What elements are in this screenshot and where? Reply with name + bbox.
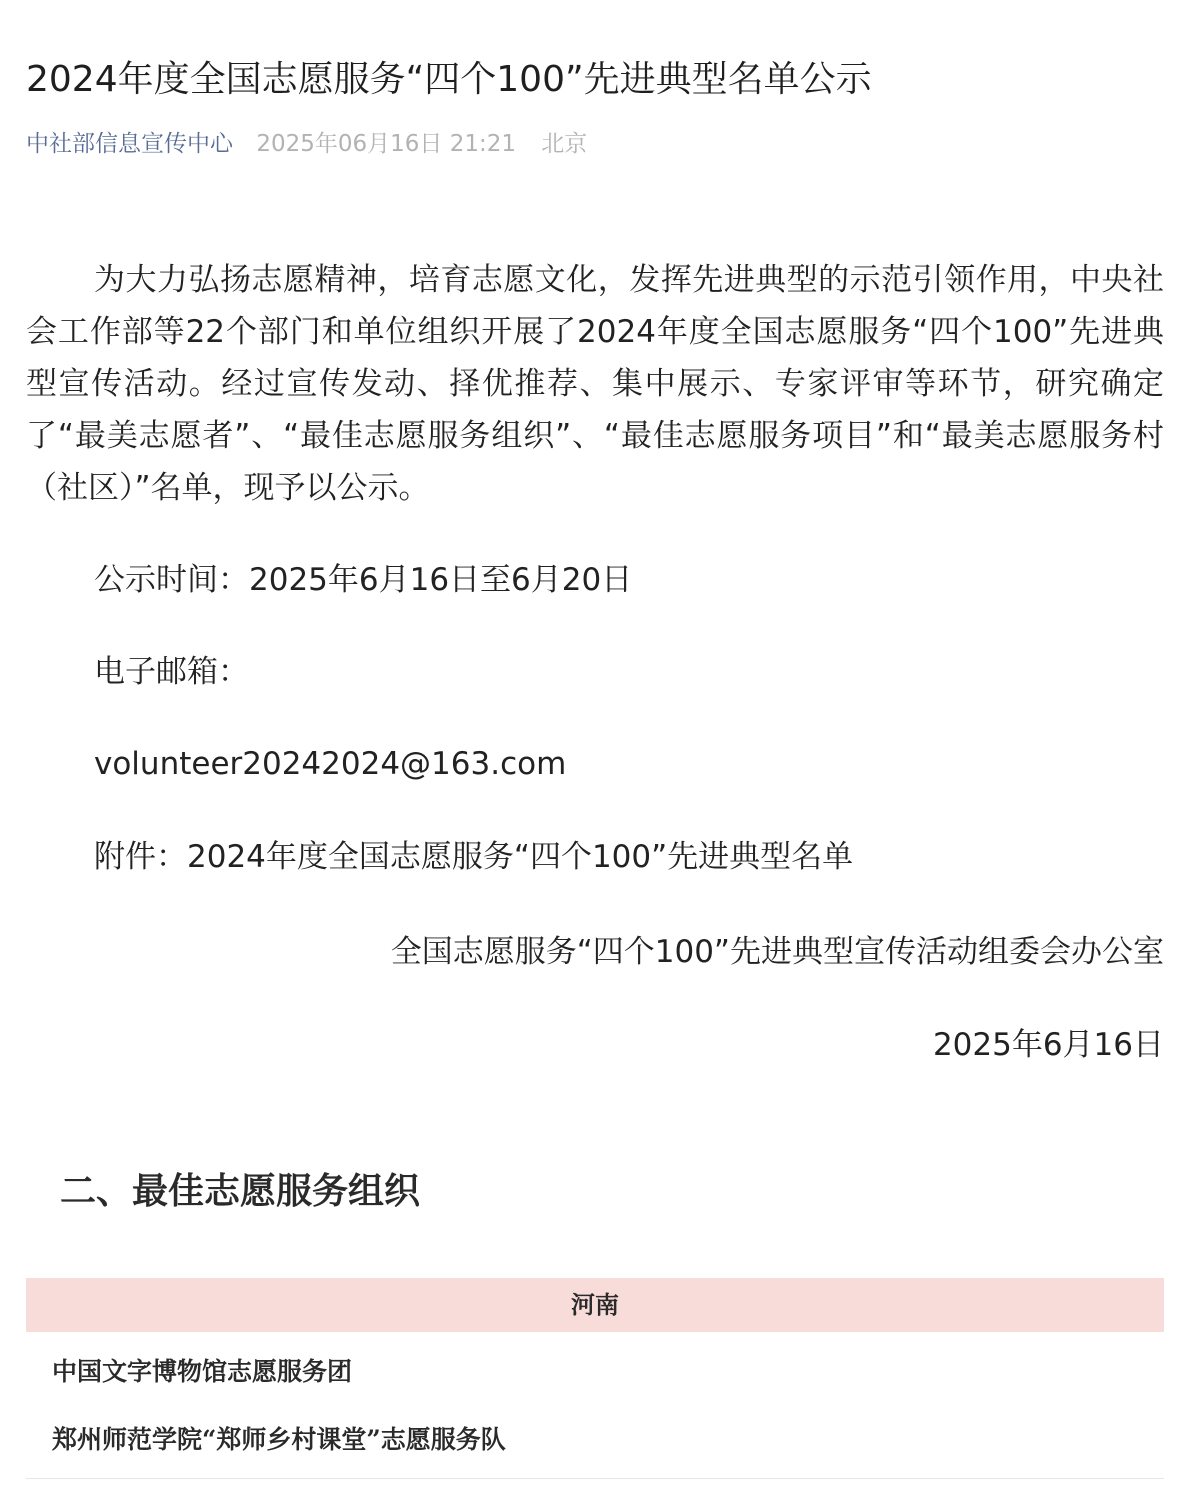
signature: 全国志愿服务“四个100”先进典型宣传活动组委会办公室 xyxy=(390,934,1164,970)
article-meta xyxy=(26,128,587,160)
section-heading: 二、最佳志愿服务组织 xyxy=(60,1170,421,1212)
author-link[interactable]: 中社部信息宣传中心 xyxy=(26,131,233,157)
article-title: 2024年度全国志愿服务“四个100”先进典型名单公示 xyxy=(26,59,872,100)
email-label: 电子邮箱： xyxy=(94,654,249,690)
publish-datetime: 2025年06月16日 21:21 xyxy=(256,131,516,157)
table-divider xyxy=(26,1478,1164,1479)
table-row: 中国文字博物馆志愿服务团 xyxy=(52,1357,353,1386)
organization-table xyxy=(26,1278,1164,1454)
attachment-note: 附件：2024年度全国志愿服务“四个100”先进典型名单 xyxy=(94,839,854,875)
region-header: 河南 xyxy=(26,1278,1164,1332)
signature-date: 2025年6月16日 xyxy=(932,1027,1164,1063)
publish-location: 北京 xyxy=(541,131,588,157)
notice-time: 公示时间：2025年6月16日至6月20日 xyxy=(94,562,633,598)
intro-paragraph: 为大力弘扬志愿精神，培育志愿文化，发挥先进典型的示范引领作用，中央社会工作部等22个部门和单位组织开展了2024年度全国志愿服务“四个100”先进典型宣传活动。经过宣传发动、择优推荐、集中展示、专家评审等环节，研究确定了“最美志愿者”、“最佳志愿服务组织”、“最佳志愿服务项目”和“最美志愿服务村（社区）”名单，现予以公示。 xyxy=(26,262,1164,506)
email-address: volunteer20242024@163.com xyxy=(94,746,567,782)
table-row: 郑州师范学院“郑师乡村课堂”志愿服务队 xyxy=(52,1425,506,1454)
